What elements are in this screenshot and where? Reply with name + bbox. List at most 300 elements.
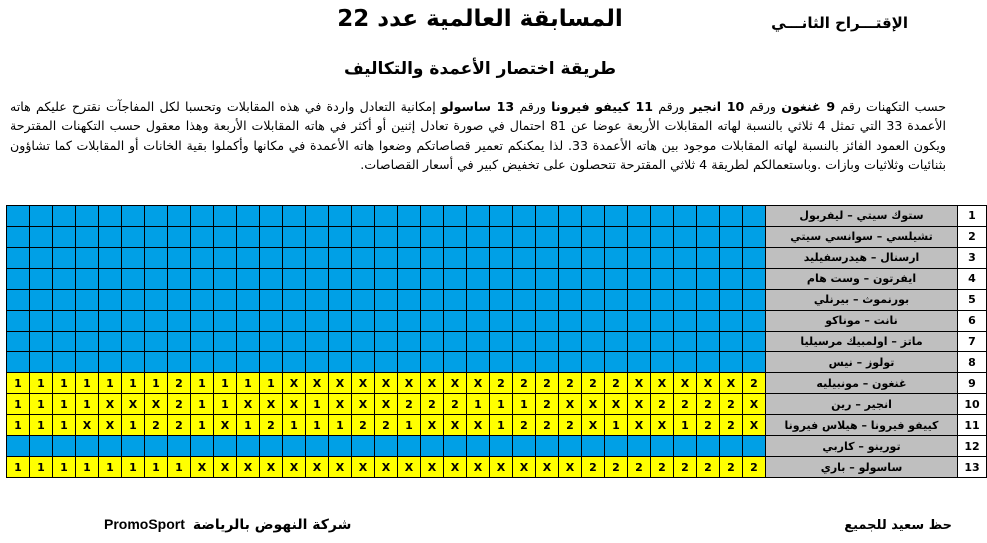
grid-cell: 1 bbox=[76, 457, 99, 478]
grid-cell bbox=[697, 352, 720, 373]
table-row bbox=[7, 226, 987, 247]
grid-cell: X bbox=[76, 415, 99, 436]
grid-cell bbox=[628, 226, 651, 247]
grid-cell: 1 bbox=[30, 415, 53, 436]
grid-cell: 1 bbox=[605, 415, 628, 436]
grid-cell bbox=[697, 331, 720, 352]
grid-cell bbox=[421, 310, 444, 331]
match-number: 3 bbox=[958, 247, 987, 268]
grid-cell bbox=[352, 352, 375, 373]
grid-cell bbox=[214, 268, 237, 289]
match-number: 12 bbox=[958, 436, 987, 457]
grid-cell bbox=[352, 310, 375, 331]
grid-cell bbox=[283, 436, 306, 457]
grid-cell bbox=[444, 247, 467, 268]
paragraph-bold: 10 انجير bbox=[690, 99, 745, 114]
grid-cell bbox=[122, 331, 145, 352]
grid-cell bbox=[329, 436, 352, 457]
grid-cell: X bbox=[398, 457, 421, 478]
grid-cell: X bbox=[191, 457, 214, 478]
grid-cell: 1 bbox=[7, 394, 30, 415]
grid-cell bbox=[168, 206, 191, 227]
grid-cell bbox=[490, 310, 513, 331]
grid-cell bbox=[513, 352, 536, 373]
grid-cell: 1 bbox=[191, 415, 214, 436]
grid-cell: X bbox=[352, 373, 375, 394]
grid-cell bbox=[559, 310, 582, 331]
grid-cell: X bbox=[628, 394, 651, 415]
grid-cell bbox=[536, 352, 559, 373]
grid-cell: 1 bbox=[283, 415, 306, 436]
grid-cell bbox=[122, 352, 145, 373]
table-row bbox=[7, 310, 987, 331]
grid-cell bbox=[536, 268, 559, 289]
grid-cell bbox=[536, 247, 559, 268]
grid-cell: 2 bbox=[260, 415, 283, 436]
grid-cell bbox=[375, 331, 398, 352]
grid-cell bbox=[99, 310, 122, 331]
prediction-grid bbox=[6, 205, 980, 478]
grid-cell bbox=[237, 268, 260, 289]
grid-cell: X bbox=[283, 373, 306, 394]
grid-cell: 2 bbox=[559, 415, 582, 436]
grid-cell bbox=[743, 352, 766, 373]
grid-cell bbox=[605, 331, 628, 352]
grid-cell bbox=[76, 310, 99, 331]
grid-cell bbox=[30, 352, 53, 373]
grid-cell bbox=[375, 352, 398, 373]
grid-cell bbox=[329, 226, 352, 247]
grid-cell: X bbox=[467, 457, 490, 478]
grid-cell bbox=[53, 247, 76, 268]
grid-cell bbox=[53, 436, 76, 457]
grid-cell bbox=[260, 331, 283, 352]
grid-cell: X bbox=[605, 394, 628, 415]
proposal-label: الإقتـــراح الثانـــي bbox=[771, 14, 908, 32]
grid-cell bbox=[720, 331, 743, 352]
grid-cell bbox=[490, 206, 513, 227]
match-number: 1 bbox=[958, 206, 987, 227]
grid-cell: 1 bbox=[145, 457, 168, 478]
grid-cell bbox=[237, 331, 260, 352]
paragraph-text: إمكانية التعادل واردة في هذه المقابلات وتحسبا لكل المفاجآت نقترح عليكم هاته الأعمدة 33 التي تمثل 4 ثلاثي بالنسبة لهاته المقابلات الأربعة عوضا عن 81 احتمال في صورة تعادل إثنين أو أكثر في هاته المقابلات الأربعة وهذا معقول حسب التكهنات المقترحة ويكون العمود الفائز بالنسبة لهاته المقابلات موجود بين هاته الأعمدة 33. لذا يمكنكم تعمير قصاصاتكم وضعوا هاته الأعمدة في مكانها وأكملوا بقية الخانات أو المقابلات كما تشاؤون بثنائيات وثلاثيات وبازات .وباستعمالكم لطريقة 4 ثلاثي المقترحة تتحصلون على تخفيض كبير في أسعار القصاصات. bbox=[10, 99, 946, 172]
paragraph-bold: 13 ساسولو bbox=[441, 99, 515, 114]
grid-cell bbox=[628, 352, 651, 373]
grid-cell: 2 bbox=[582, 373, 605, 394]
grid-cell bbox=[444, 289, 467, 310]
grid-cell bbox=[398, 268, 421, 289]
grid-cell bbox=[214, 352, 237, 373]
grid-cell: 2 bbox=[513, 415, 536, 436]
grid-cell bbox=[76, 331, 99, 352]
grid-cell: 1 bbox=[513, 394, 536, 415]
grid-cell bbox=[674, 247, 697, 268]
grid-cell bbox=[467, 247, 490, 268]
table-row bbox=[7, 457, 987, 478]
grid-cell bbox=[743, 331, 766, 352]
grid-cell bbox=[237, 226, 260, 247]
grid-cell bbox=[99, 206, 122, 227]
grid-cell bbox=[306, 289, 329, 310]
grid-cell: X bbox=[651, 415, 674, 436]
paragraph-bold: 9 غنغون bbox=[781, 99, 836, 114]
grid-cell bbox=[260, 436, 283, 457]
grid-cell: X bbox=[421, 457, 444, 478]
grid-cell: X bbox=[283, 457, 306, 478]
grid-cell: 2 bbox=[697, 457, 720, 478]
grid-cell bbox=[191, 206, 214, 227]
grid-cell bbox=[375, 206, 398, 227]
grid-cell bbox=[605, 226, 628, 247]
grid-cell: 1 bbox=[490, 415, 513, 436]
grid-cell bbox=[628, 331, 651, 352]
grid-cell bbox=[697, 436, 720, 457]
grid-cell bbox=[76, 436, 99, 457]
grid-cell bbox=[582, 289, 605, 310]
grid-cell bbox=[352, 206, 375, 227]
grid-cell bbox=[168, 226, 191, 247]
match-name: نانت – موناكو bbox=[766, 310, 958, 331]
grid-cell bbox=[421, 247, 444, 268]
grid-cell bbox=[122, 289, 145, 310]
grid-cell bbox=[674, 289, 697, 310]
grid-cell bbox=[145, 310, 168, 331]
grid-cell bbox=[720, 247, 743, 268]
grid-cell: 2 bbox=[674, 457, 697, 478]
table-row bbox=[7, 268, 987, 289]
match-name: كييفو فيرونا – هيلاس فيرونا bbox=[766, 415, 958, 436]
grid-cell bbox=[306, 331, 329, 352]
grid-cell: 2 bbox=[605, 457, 628, 478]
grid-cell: X bbox=[743, 394, 766, 415]
grid-cell bbox=[674, 331, 697, 352]
grid-cell bbox=[651, 352, 674, 373]
grid-cell bbox=[145, 289, 168, 310]
grid-cell: 2 bbox=[352, 415, 375, 436]
grid-cell bbox=[444, 331, 467, 352]
match-number: 7 bbox=[958, 331, 987, 352]
grid-cell bbox=[375, 247, 398, 268]
grid-cell: 2 bbox=[628, 457, 651, 478]
paragraph-text: ورقم bbox=[744, 99, 782, 114]
paragraph-text: ورقم bbox=[652, 99, 690, 114]
grid-cell bbox=[421, 206, 444, 227]
grid-cell bbox=[30, 268, 53, 289]
grid-cell bbox=[582, 268, 605, 289]
grid-cell bbox=[145, 268, 168, 289]
grid-cell bbox=[559, 206, 582, 227]
grid-cell: 2 bbox=[444, 394, 467, 415]
grid-cell bbox=[720, 310, 743, 331]
grid-cell bbox=[306, 310, 329, 331]
grid-cell: X bbox=[467, 373, 490, 394]
grid-cell bbox=[628, 206, 651, 227]
grid-cell bbox=[7, 206, 30, 227]
grid-cell bbox=[122, 206, 145, 227]
match-name: تورينو – كاربي bbox=[766, 436, 958, 457]
grid-cell bbox=[191, 247, 214, 268]
match-number: 6 bbox=[958, 310, 987, 331]
match-name: ماتز – اولمبيك مرسيليا bbox=[766, 331, 958, 352]
grid-cell bbox=[743, 226, 766, 247]
grid-cell bbox=[375, 310, 398, 331]
grid-cell bbox=[536, 436, 559, 457]
grid-cell bbox=[145, 331, 168, 352]
grid-cell: 1 bbox=[168, 457, 191, 478]
grid-cell bbox=[352, 331, 375, 352]
grid-cell bbox=[421, 289, 444, 310]
grid-cell: 2 bbox=[674, 394, 697, 415]
grid-cell: 2 bbox=[421, 394, 444, 415]
grid-cell: 1 bbox=[53, 373, 76, 394]
grid-cell: X bbox=[467, 415, 490, 436]
grid-cell: X bbox=[444, 457, 467, 478]
match-name: تشيلسي – سوانسي سيتي bbox=[766, 226, 958, 247]
grid-cell: 2 bbox=[697, 415, 720, 436]
grid-cell bbox=[122, 247, 145, 268]
grid-cell bbox=[605, 436, 628, 457]
paragraph-bold: 11 كييفو فيرونا bbox=[551, 99, 653, 114]
description-paragraph bbox=[10, 97, 946, 174]
grid-cell: X bbox=[352, 457, 375, 478]
grid-cell: X bbox=[122, 394, 145, 415]
grid-cell bbox=[7, 289, 30, 310]
grid-cell bbox=[398, 310, 421, 331]
grid-cell: 1 bbox=[30, 373, 53, 394]
table-row bbox=[7, 331, 987, 352]
grid-cell bbox=[145, 206, 168, 227]
grid-cell: 2 bbox=[651, 457, 674, 478]
grid-cell bbox=[697, 289, 720, 310]
grid-cell bbox=[651, 268, 674, 289]
grid-cell: 2 bbox=[651, 394, 674, 415]
company-name: شركة النهوض بالرياضة bbox=[192, 517, 352, 533]
match-number: 9 bbox=[958, 373, 987, 394]
grid-cell: X bbox=[375, 457, 398, 478]
grid-cell bbox=[76, 289, 99, 310]
grid-cell bbox=[513, 247, 536, 268]
grid-cell bbox=[490, 436, 513, 457]
grid-cell: 1 bbox=[306, 415, 329, 436]
grid-cell bbox=[697, 310, 720, 331]
grid-cell: X bbox=[260, 457, 283, 478]
grid-cell bbox=[674, 352, 697, 373]
grid-cell: 2 bbox=[398, 394, 421, 415]
grid-cell bbox=[490, 226, 513, 247]
grid-cell bbox=[99, 289, 122, 310]
grid-cell bbox=[398, 247, 421, 268]
grid-cell bbox=[7, 331, 30, 352]
grid-cell bbox=[99, 226, 122, 247]
grid-cell bbox=[191, 268, 214, 289]
grid-cell bbox=[306, 226, 329, 247]
grid-cell: X bbox=[582, 394, 605, 415]
grid-cell bbox=[605, 247, 628, 268]
grid-cell bbox=[697, 268, 720, 289]
grid-cell bbox=[720, 206, 743, 227]
table-row bbox=[7, 373, 987, 394]
grid-cell: X bbox=[329, 373, 352, 394]
grid-cell bbox=[352, 289, 375, 310]
grid-cell bbox=[168, 247, 191, 268]
grid-cell: 2 bbox=[145, 415, 168, 436]
grid-cell bbox=[352, 436, 375, 457]
grid-cell bbox=[260, 247, 283, 268]
grid-cell: X bbox=[559, 457, 582, 478]
table-row bbox=[7, 352, 987, 373]
grid-cell bbox=[444, 206, 467, 227]
grid-cell: 1 bbox=[7, 415, 30, 436]
grid-cell bbox=[99, 352, 122, 373]
grid-cell bbox=[53, 331, 76, 352]
grid-cell: 1 bbox=[53, 394, 76, 415]
grid-cell bbox=[444, 226, 467, 247]
grid-cell bbox=[467, 331, 490, 352]
grid-cell bbox=[168, 331, 191, 352]
grid-cell bbox=[53, 289, 76, 310]
grid-cell: X bbox=[421, 415, 444, 436]
grid-cell bbox=[398, 289, 421, 310]
page-title: المسابقة العالمية عدد 22 bbox=[337, 6, 623, 32]
grid-cell bbox=[398, 206, 421, 227]
grid-cell bbox=[605, 268, 628, 289]
grid-cell bbox=[559, 331, 582, 352]
grid-cell: X bbox=[375, 394, 398, 415]
grid-cell: 1 bbox=[30, 394, 53, 415]
grid-cell bbox=[559, 247, 582, 268]
grid-cell bbox=[191, 310, 214, 331]
grid-cell bbox=[145, 247, 168, 268]
grid-cell: X bbox=[628, 373, 651, 394]
grid-cell bbox=[76, 352, 99, 373]
match-name: ستوك سيتي – ليفربول bbox=[766, 206, 958, 227]
grid-cell bbox=[444, 310, 467, 331]
grid-cell: X bbox=[306, 457, 329, 478]
match-name: بورنموث – بيرنلي bbox=[766, 289, 958, 310]
grid-cell bbox=[467, 226, 490, 247]
table-row bbox=[7, 415, 987, 436]
grid-cell bbox=[283, 268, 306, 289]
grid-cell bbox=[536, 226, 559, 247]
grid-cell bbox=[444, 352, 467, 373]
grid-cell bbox=[329, 247, 352, 268]
page-subtitle: طريقة اختصار الأعمدة والتكاليف bbox=[343, 59, 617, 79]
grid-cell bbox=[283, 310, 306, 331]
grid-cell bbox=[122, 226, 145, 247]
grid-cell: 1 bbox=[145, 373, 168, 394]
grid-cell bbox=[168, 268, 191, 289]
grid-cell bbox=[582, 206, 605, 227]
grid-cell: 1 bbox=[237, 415, 260, 436]
grid-cell bbox=[145, 352, 168, 373]
grid-cell: X bbox=[559, 394, 582, 415]
grid-cell bbox=[76, 206, 99, 227]
grid-cell bbox=[99, 268, 122, 289]
grid-cell bbox=[513, 310, 536, 331]
grid-cell: X bbox=[214, 457, 237, 478]
grid-cell bbox=[76, 268, 99, 289]
grid-cell bbox=[559, 289, 582, 310]
grid-cell bbox=[674, 226, 697, 247]
match-name: ايفرتون – وست هام bbox=[766, 268, 958, 289]
grid-cell: X bbox=[720, 373, 743, 394]
grid-cell: X bbox=[674, 373, 697, 394]
grid-cell: 2 bbox=[605, 373, 628, 394]
grid-cell bbox=[30, 206, 53, 227]
grid-cell bbox=[30, 289, 53, 310]
grid-cell bbox=[260, 226, 283, 247]
grid-cell: X bbox=[329, 457, 352, 478]
grid-cell bbox=[352, 226, 375, 247]
grid-cell: 2 bbox=[168, 394, 191, 415]
grid-cell bbox=[720, 352, 743, 373]
table-row bbox=[7, 394, 987, 415]
brand-name: PromoSport bbox=[104, 516, 185, 532]
grid-cell: 2 bbox=[743, 373, 766, 394]
grid-cell bbox=[53, 310, 76, 331]
grid-cell bbox=[214, 310, 237, 331]
grid-cell bbox=[352, 247, 375, 268]
grid-cell: X bbox=[329, 394, 352, 415]
grid-cell: 1 bbox=[329, 415, 352, 436]
grid-cell: 1 bbox=[7, 373, 30, 394]
grid-cell bbox=[651, 226, 674, 247]
grid-cell: 2 bbox=[536, 415, 559, 436]
match-name: تولوز – نيس bbox=[766, 352, 958, 373]
grid-cell bbox=[490, 331, 513, 352]
grid-cell bbox=[99, 436, 122, 457]
grid-cell bbox=[145, 436, 168, 457]
grid-cell bbox=[306, 268, 329, 289]
grid-cell bbox=[513, 331, 536, 352]
footer-company bbox=[104, 516, 351, 533]
grid-cell bbox=[421, 436, 444, 457]
paragraph-text: حسب التكهنات رقم bbox=[835, 99, 947, 114]
grid-cell bbox=[628, 268, 651, 289]
grid-cell bbox=[53, 268, 76, 289]
grid-cell bbox=[260, 206, 283, 227]
grid-cell: 2 bbox=[559, 373, 582, 394]
grid-cell: X bbox=[375, 373, 398, 394]
grid-cell: 1 bbox=[76, 394, 99, 415]
grid-cell: 2 bbox=[168, 373, 191, 394]
grid-cell bbox=[674, 310, 697, 331]
grid-cell bbox=[306, 436, 329, 457]
grid-cell bbox=[467, 268, 490, 289]
grid-cell: 1 bbox=[214, 373, 237, 394]
grid-cell bbox=[467, 289, 490, 310]
grid-cell bbox=[191, 436, 214, 457]
grid-cell bbox=[260, 310, 283, 331]
grid-cell bbox=[743, 289, 766, 310]
grid-cell bbox=[283, 226, 306, 247]
grid-cell bbox=[306, 247, 329, 268]
grid-cell bbox=[651, 289, 674, 310]
grid-cell: 1 bbox=[306, 394, 329, 415]
grid-cell bbox=[559, 226, 582, 247]
grid-cell bbox=[743, 206, 766, 227]
grid-cell bbox=[145, 226, 168, 247]
grid-cell bbox=[168, 352, 191, 373]
grid-cell bbox=[513, 268, 536, 289]
grid-cell: 2 bbox=[582, 457, 605, 478]
match-number: 2 bbox=[958, 226, 987, 247]
grid-cell bbox=[260, 352, 283, 373]
grid-cell bbox=[53, 352, 76, 373]
grid-cell bbox=[651, 331, 674, 352]
grid-cell: X bbox=[398, 373, 421, 394]
grid-cell bbox=[283, 289, 306, 310]
